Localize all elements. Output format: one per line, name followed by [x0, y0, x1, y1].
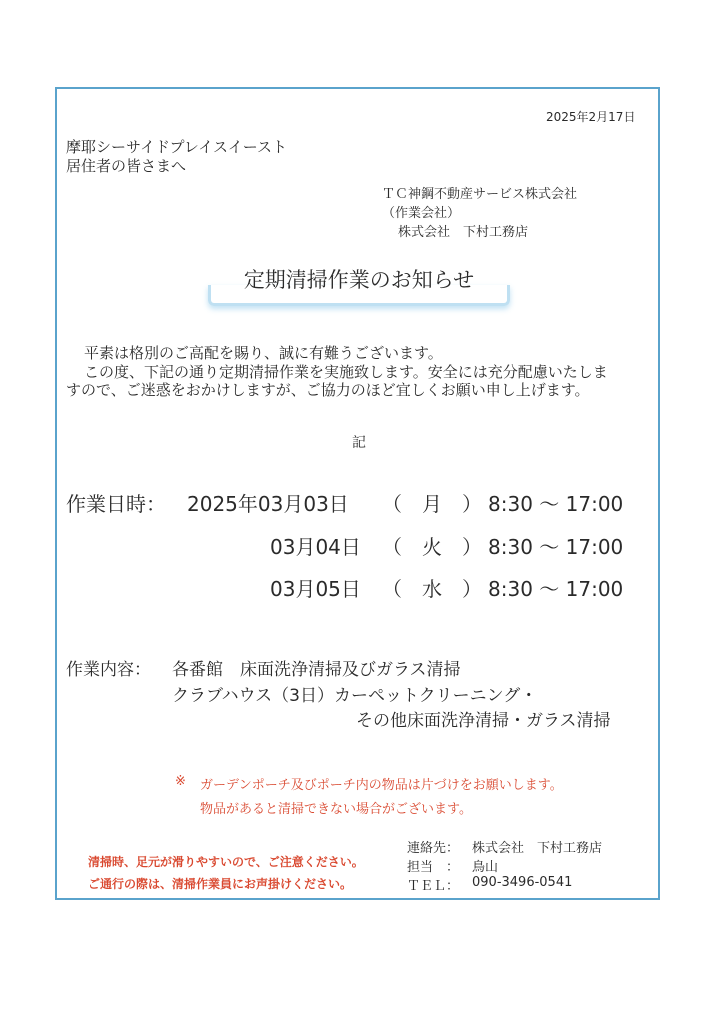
note-line-2: 物品があると清掃できない場合がございます。	[200, 802, 472, 817]
schedule-date-3: 03月05日	[270, 577, 361, 601]
schedule-time-3: 8:30 ～ 17:00	[488, 577, 624, 601]
tel-number: 090-3496-0541	[472, 875, 573, 890]
schedule-day-1: （ 月 ）	[382, 492, 482, 516]
content-label: 作業内容：	[66, 660, 151, 680]
schedule-day-3: （ 水 ）	[382, 577, 482, 601]
sender-company: ＴＣ神鋼不動産サービス株式会社	[382, 187, 578, 202]
ki-mark: 記	[352, 435, 366, 451]
schedule-date-1: 2025年03月03日	[187, 492, 349, 516]
greeting-line-1: 平素は格別のご高配を賜り、誠に有難うございます。	[84, 344, 443, 362]
person-label: 担当 ：	[407, 860, 460, 875]
content-line-1: 各番館 床面洗浄清掃及びガラス清掃	[172, 660, 461, 680]
schedule-date-2: 03月04日	[270, 535, 361, 559]
caution-line-2: ご通行の際は、清掃作業員にお声掛けください。	[88, 877, 353, 891]
sender-role: （作業会社）	[382, 206, 461, 221]
greeting-line-3: すので、ご迷惑をおかけしますが、ご協力のほど宜しくお願い申し上げます。	[66, 381, 590, 399]
contact-company: 株式会社 下村工務店	[472, 841, 603, 856]
recipient-building: 摩耶シーサイドプレイスイースト	[66, 138, 287, 156]
sender-contractor: 株式会社 下村工務店	[398, 225, 529, 240]
note-mark: ※	[175, 774, 186, 789]
person-name: 鳥山	[472, 860, 499, 875]
schedule-day-2: （ 火 ）	[382, 535, 482, 559]
note-line-1: ガーデンポーチ及びポーチ内の物品は片づけをお願いします。	[200, 778, 563, 793]
content-line-3: その他床面洗浄清掃・ガラス清掃	[356, 711, 611, 731]
notice-title: 定期清掃作業のお知らせ	[243, 268, 475, 292]
recipient-residents: 居住者の皆さまへ	[66, 157, 187, 175]
caution-line-1: 清掃時、足元が滑りやすいので、ご注意ください。	[88, 855, 364, 869]
tel-label: ＴＥＬ：	[407, 879, 460, 894]
schedule-time-1: 8:30 ～ 17:00	[488, 492, 624, 516]
greeting-line-2: この度、下記の通り定期清掃作業を実施致します。安全には充分配慮いたしま	[84, 363, 608, 381]
content-line-2: クラブハウス（3日）カーペットクリーニング・	[172, 686, 538, 706]
notice-date: 2025年2月17日	[546, 110, 636, 124]
schedule-label: 作業日時：	[66, 492, 166, 516]
schedule-time-2: 8:30 ～ 17:00	[488, 535, 624, 559]
title-banner	[208, 256, 510, 308]
contact-label: 連絡先：	[407, 841, 460, 856]
